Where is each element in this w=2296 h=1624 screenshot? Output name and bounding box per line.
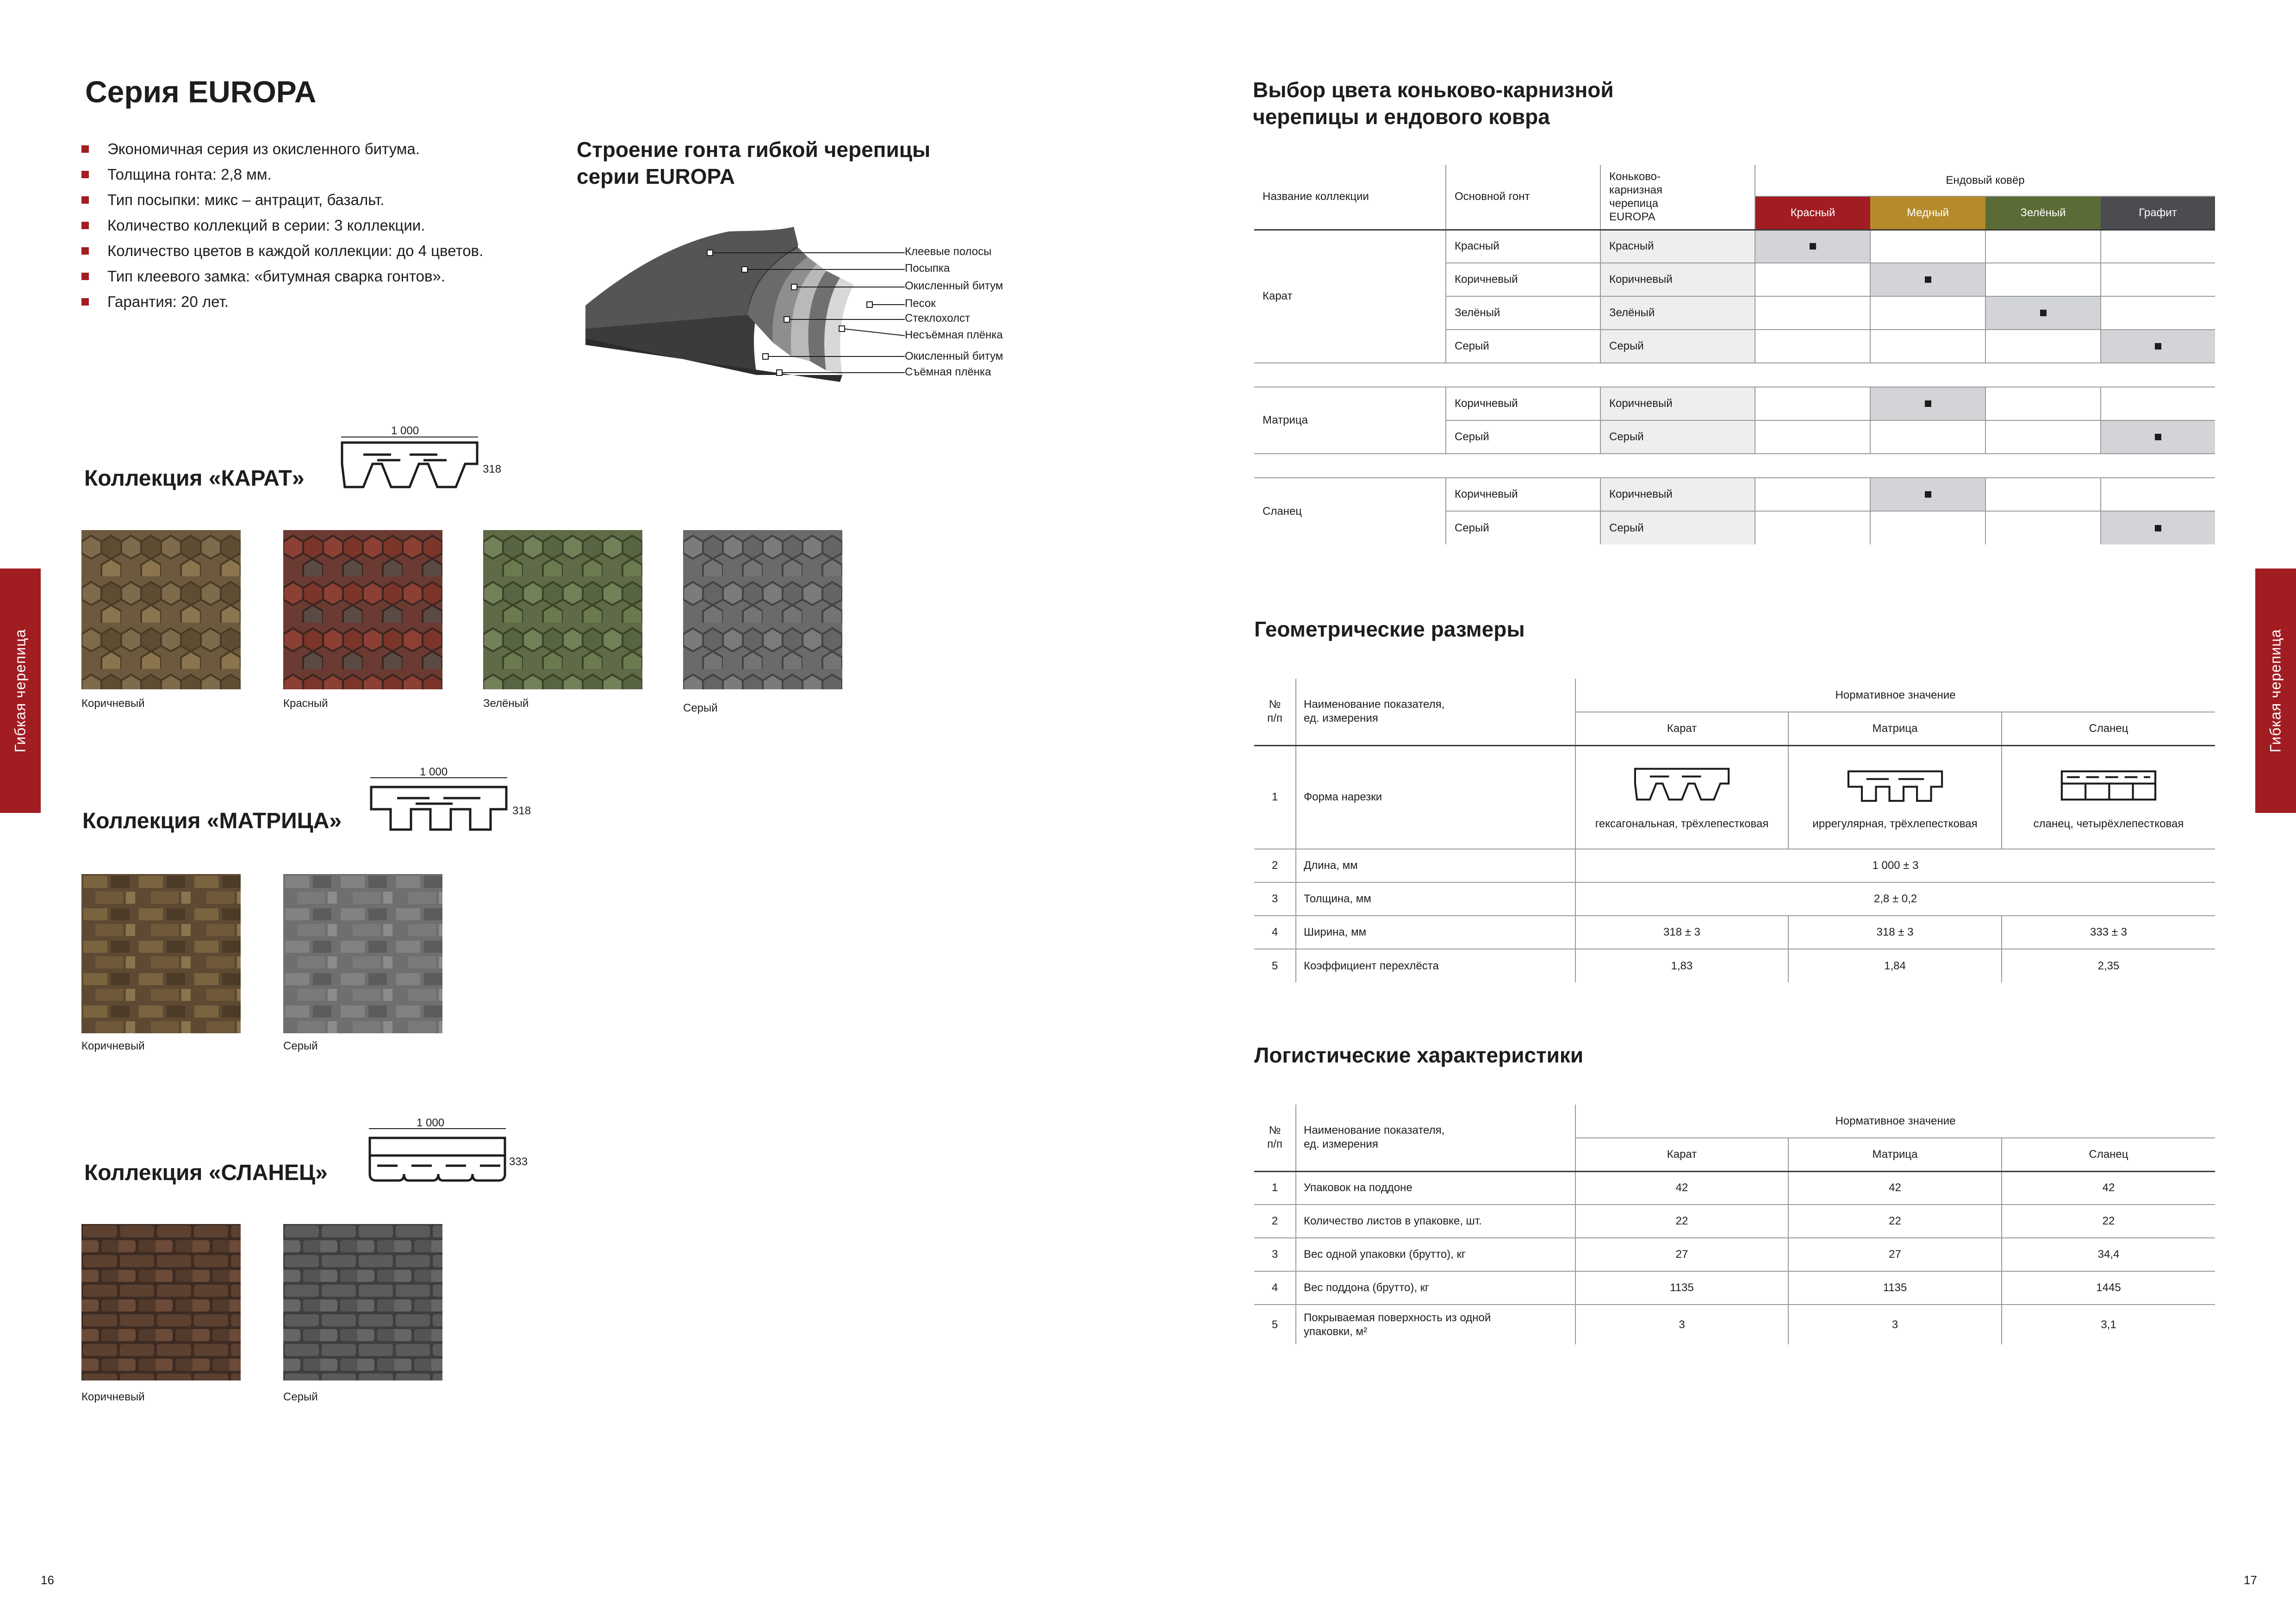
collection-title-karat: Коллекция «КАРАТ»	[84, 466, 305, 491]
ridge-color: Коричневый	[1600, 478, 1755, 511]
list-item: Толщина гонта: 2,8 мм.	[81, 162, 591, 187]
valley-color-header: Зелёный	[1985, 196, 2101, 230]
matrica-shape-icon	[1847, 764, 1944, 806]
ridge-color: Серый	[1600, 420, 1755, 454]
main-color: Красный	[1446, 230, 1600, 263]
list-item: Экономичная серия из окисленного битума.	[81, 136, 591, 162]
valley-color-header: Медный	[1870, 196, 1985, 230]
col-header: Матрица	[1788, 712, 2002, 745]
swatch-matrica-gray	[283, 874, 442, 1033]
main-color: Коричневый	[1446, 263, 1600, 296]
dimension-width: 1 000	[420, 766, 448, 778]
swatch-label: Коричневый	[81, 1391, 145, 1403]
logistics-title: Логистические характеристики	[1254, 1043, 1584, 1067]
mark-cell	[2101, 330, 2215, 363]
swatch-karat-green	[483, 530, 642, 689]
mark-cell	[1870, 263, 1985, 296]
table-row: 3 Вес одной упаковки (брутто), кг 27 27 34,4	[1254, 1238, 2215, 1271]
col-header: № п/п	[1254, 679, 1296, 745]
mark-cell	[2101, 511, 2215, 544]
swatch-label: Серый	[283, 1040, 318, 1052]
col-header: Нормативное значение	[1575, 679, 2215, 712]
geometry-table	[1254, 679, 2215, 982]
layer-label: Съёмная плёнка	[905, 366, 991, 378]
features-list	[81, 136, 591, 314]
list-item: Тип посыпки: микс – антрацит, базальт.	[81, 187, 591, 212]
table-row	[1254, 478, 2215, 511]
layer-label: Несъёмная плёнка	[905, 329, 1003, 341]
col-header: Ендовый ковёр	[1755, 165, 2215, 196]
list-item: Гарантия: 20 лет.	[81, 289, 591, 314]
geom-title: Геометрические размеры	[1254, 617, 1525, 641]
table-row: 4 Вес поддона (брутто), кг 1135 1135 1445	[1254, 1271, 2215, 1305]
swatch-slanec-gray	[283, 1224, 442, 1380]
swatch-label: Серый	[683, 702, 718, 714]
karat-shape-icon	[340, 436, 479, 496]
swatch-karat-brown	[81, 530, 241, 689]
col-header: Коньково- карнизная черепица EUROPA	[1600, 165, 1755, 230]
col-header: Карат	[1575, 712, 1788, 745]
ridge-color: Коричневый	[1600, 263, 1755, 296]
collection-name: Сланец	[1263, 505, 1302, 518]
valley-color-header: Графит	[2101, 196, 2215, 230]
list-item: Количество коллекций в серии: 3 коллекции.	[81, 212, 591, 238]
swatch-karat-gray	[683, 530, 842, 689]
logistics-table	[1254, 1105, 2215, 1344]
slanec-shape-icon	[368, 1128, 507, 1188]
table-row: 5 Покрываемая поверхность из одной упаковки, м² 3 3 3,1	[1254, 1305, 2215, 1344]
shape-label: иррегулярная, трёхлепестковая	[1812, 817, 1978, 830]
swatch-label: Красный	[283, 697, 328, 710]
slanec-shape-icon	[2060, 764, 2157, 806]
swatch-karat-red	[283, 530, 442, 689]
col-header: Сланец	[2002, 712, 2215, 745]
shape-label: гексагональная, трёхлепестковая	[1595, 817, 1769, 830]
col-header: Наименование показателя, ед. измерения	[1296, 679, 1575, 745]
layer-label: Песок	[905, 297, 936, 310]
color-selection-table	[1254, 165, 2215, 544]
side-tab-left: Гибкая черепица	[0, 568, 41, 813]
ridge-color: Зелёный	[1600, 296, 1755, 330]
col-header: Основной гонт	[1446, 165, 1600, 230]
dimension-height: 333	[509, 1156, 528, 1168]
swatch-label: Коричневый	[81, 1040, 145, 1052]
col-header: Наименование показателя, ед. измерения	[1296, 1105, 1575, 1171]
ridge-color: Коричневый	[1600, 387, 1755, 420]
swatch-label: Коричневый	[81, 697, 145, 710]
shape-label: сланец, четырёхлепестковая	[2033, 817, 2184, 830]
table-row: 3 Толщина, мм 2,8 ± 0,2	[1254, 882, 2215, 916]
table-row: 4 Ширина, мм 318 ± 3 318 ± 3 333 ± 3	[1254, 916, 2215, 949]
karat-shape-icon	[1633, 764, 1730, 806]
table-row: 1 Упаковок на поддоне 42 42 42	[1254, 1171, 2215, 1205]
swatch-label: Зелёный	[483, 697, 529, 710]
col-header: Название коллекции	[1254, 165, 1446, 230]
page-title: Серия EUROPA	[85, 75, 317, 109]
structure-title: Строение гонта гибкой черепицы серии EUROPA	[577, 137, 931, 188]
shingle-layers-illustration	[581, 222, 914, 394]
layer-label: Стеклохолст	[905, 312, 971, 325]
table-row: 2 Количество листов в упаковке, шт. 22 22 22	[1254, 1205, 2215, 1238]
main-color: Зелёный	[1446, 296, 1600, 330]
ridge-color: Серый	[1600, 511, 1755, 544]
main-color: Коричневый	[1446, 387, 1600, 420]
col-header: Матрица	[1788, 1138, 2002, 1171]
mark-cell	[1870, 478, 1985, 511]
main-color: Серый	[1446, 511, 1600, 544]
list-item: Количество цветов в каждой коллекции: до 4 цветов.	[81, 238, 591, 263]
page-number: 17	[2244, 1573, 2257, 1587]
table-row: 1 Форма нарезки гексагональная, трёхлепестковая иррегулярная, трёхлепестковая сланец, четырёхлепестковая	[1254, 745, 2215, 849]
color-table-title: Выбор цвета коньково-карнизной черепицы и ендового ковра	[1253, 78, 1614, 129]
matrica-shape-icon	[369, 777, 508, 837]
collection-title-slanec: Коллекция «СЛАНЕЦ»	[84, 1161, 328, 1185]
mark-cell	[2101, 420, 2215, 454]
table-row: 5 Коэффициент перехлёста 1,83 1,84 2,35	[1254, 949, 2215, 982]
main-color: Серый	[1446, 330, 1600, 363]
mark-cell	[1870, 387, 1985, 420]
collection-name: Матрица	[1254, 387, 1446, 454]
table-row	[1254, 387, 2215, 420]
page-number: 16	[41, 1573, 54, 1587]
table-row: 2 Длина, мм 1 000 ± 3	[1254, 849, 2215, 882]
collection-title-matrica: Коллекция «МАТРИЦА»	[82, 809, 342, 833]
ridge-color: Красный	[1600, 230, 1755, 263]
list-item: Тип клеевого замка: «битумная сварка гонтов».	[81, 263, 591, 289]
collection-name: Карат	[1254, 230, 1446, 363]
layer-label: Посыпка	[905, 262, 950, 275]
swatch-matrica-brown	[81, 874, 241, 1033]
dimension-width: 1 000	[417, 1117, 445, 1129]
layer-label: Окисленный битум	[905, 350, 1003, 362]
col-header: № п/п	[1254, 1105, 1296, 1171]
mark-cell	[1755, 230, 1870, 263]
layer-label: Клеевые полосы	[905, 245, 992, 258]
col-header: Нормативное значение	[1575, 1105, 2215, 1138]
mark-cell	[1985, 296, 2101, 330]
col-header: Карат	[1575, 1138, 1788, 1171]
dimension-height: 318	[483, 463, 502, 475]
side-tab-right: Гибкая черепица	[2255, 568, 2296, 813]
dimension-width: 1 000	[391, 425, 419, 437]
main-color: Серый	[1446, 420, 1600, 454]
swatch-slanec-brown	[81, 1224, 241, 1380]
dimension-height: 318	[512, 805, 531, 817]
col-header: Сланец	[2002, 1138, 2215, 1171]
ridge-color: Серый	[1600, 330, 1755, 363]
valley-color-header: Красный	[1755, 196, 1870, 230]
layer-label: Окисленный битум	[905, 280, 1003, 292]
swatch-label: Серый	[283, 1391, 318, 1403]
main-color: Коричневый	[1446, 478, 1600, 511]
table-row	[1254, 230, 2215, 263]
